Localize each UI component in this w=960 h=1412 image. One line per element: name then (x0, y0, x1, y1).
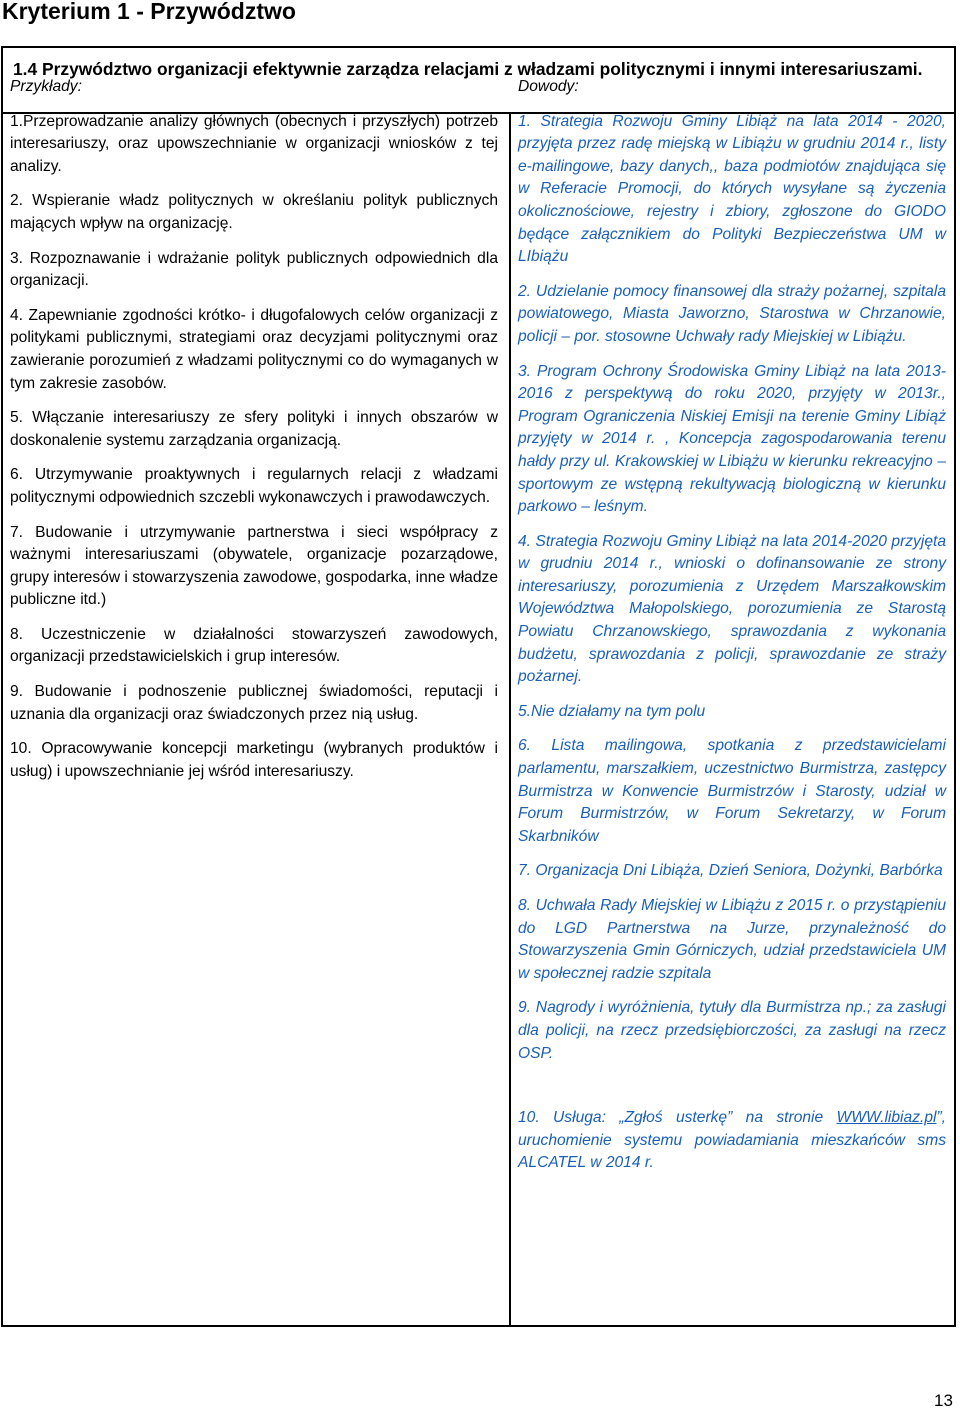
evidence-item: 8. Uchwała Rady Miejskiej w Libiążu z 2015 r. o przystąpieniu do LGD Partnerstwa na Jurze, przynależność do Stowarzyszenia Gmin Górniczych, udział przedstawiciela UM w społecznej radzie szpitala (518, 897, 946, 982)
page-number: 13 (934, 1391, 953, 1410)
evidence-item: 5.Nie działamy na tym polu (518, 702, 706, 720)
subcriterion-title: 1.4 Przywództwo organizacji efektywnie zarządza relacjami z władzami politycznymi i innymi interesariuszami. (3, 48, 954, 114)
example-item: 9. Budowanie i podnoszenie publicznej świadomości, reputacji i uznania dla organizacji oraz świadczonych przez nią usług. (10, 683, 498, 723)
example-item: 3. Rozpoznawanie i wdrażanie polityk publicznych odpowiednich dla organizacji. (10, 249, 498, 290)
page-title: Kryterium 1 - Przywództwo (2, 0, 296, 24)
evidence-heading: Dowody: (518, 78, 579, 95)
example-item: 6. Utrzymywanie proaktywnych i regularnych relacji z władzami politycznymi odpowiednich szczebli wykonawczych i prawodawczych. (10, 466, 498, 506)
example-item: 7. Budowanie i utrzymywanie partnerstwa i sieci współpracy z ważnymi interesariuszami (obywatele, organizacje pozarządowe, grupy interesów i stowarzyszenia zawodowe, gospodarka, inne władze publiczne itd.) (10, 523, 498, 609)
evidence-item: 3. Program Ochrony Środowiska Gminy Libiąż na lata 2013-2016 z perspektywą do roku 2020, przyjęty w 2013r., Program Ograniczenia Niskiej Emisji na terenie Gminy Libiąż przyjęty w 2014 r. , Koncepcja zagospodarowania terenu hałdy przy ul. Krakowskiej w Libiążu w kierunku rekreacyjno – sportowym ze wstępną rekultywacją biologiczną w kierunku parkowo – leśnym. (518, 362, 946, 516)
evidence-item: 2. Udzielanie pomocy finansowej dla straży pożarnej, szpitala powiatowego, Miasta Jaworzno, Starostwa w Chrzanowie, policji – por. stosowne Uchwały rady Miejskiej w Libiążu. (518, 282, 946, 345)
examples-heading: Przykłady: (10, 78, 82, 95)
example-item: 10. Opracowywanie koncepcji marketingu (wybranych produktów i usług) i upowszechnianie jej wśród interesariuszy. (10, 740, 498, 780)
evidence-item: 4. Strategia Rozwoju Gminy Libiąż na lata 2014-2020 przyjęta w grudniu 2014 r., wnioski o dofinansowanie ze strony interesariuszy, porozumienia z Urzędem Marszałkowskim Województwa Małopolskiego, porozumienia ze Starostą Powiatu Chrzanowskiego, sprawozdania z wykonania budżetu, sprawozdania z policji, sprawozdanie ze straży pożarnej. (518, 532, 946, 686)
evidence-item-10-text: 10. Usługa: „Zgłoś usterkę” na stronie (518, 1109, 837, 1127)
example-item: 1.Przeprowadzanie analizy głównych (obecnych i przyszłych) potrzeb interesariuszy, oraz upowszechnianie w organizacji wniosków z tej analizy. (10, 112, 498, 175)
libiaz-website-link[interactable]: WWW.libiaz.pl (836, 1109, 937, 1127)
evidence-column (518, 76, 946, 1187)
evidence-item: 7. Organizacja Dni Libiąża, Dzień Seniora, Dożynki, Barbórka (518, 862, 943, 880)
example-item: 2. Wspieranie władz politycznych w określaniu polityk publicznych mających wpływ na organizację. (10, 192, 498, 232)
example-item: 4. Zapewnianie zgodności krótko- i długofalowych celów organizacji z politykami publicznymi, strategiami oraz decyzjami politycznymi oraz zawieranie porozumień z władzami politycznymi co do wymaganych w tym zakresie zasobów. (10, 306, 498, 392)
evidence-item: 9. Nagrody i wyróżnienia, tytuły dla Burmistrza np.; za zasługi dla policji, na rzecz przedsiębiorczości, za zasługi na rzecz OSP. (518, 999, 946, 1062)
column-divider (509, 114, 511, 1325)
example-item: 8. Uczestniczenie w działalności stowarzyszeń zawodowych, organizacji przedstawicielskich i grup interesów. (10, 625, 498, 666)
evidence-item-10-text: ”, uruchomienie systemu powiadamiania mieszkańców sms ALCATEL w 2014 r. (518, 1109, 946, 1172)
evidence-item: 1. Strategia Rozwoju Gminy Libiąż na lata 2014 - 2020, przyjęta przez radę miejską w Libiążu w grudniu 2014 r., listy e-mailingowe, bazy danych,, baza podmiotów znajdująca się w Referacie Promocji, do których wysyłane są życzenia okolicznościowe, rejestry i zbiory, zgłoszone do GIODO będące załącznikiem do Polityki Bezpieczeństwa UM w LIbiążu (518, 112, 946, 266)
evidence-item: 6. Lista mailingowa, spotkania z przedstawicielami parlamentu, marszałkiem, uczestnictwo Burmistrza, zastępcy Burmistrza w Konwencie Burmistrzów i Starosty, udział w Forum Burmistrzów, w Forum Sekretarzy, w Forum Skarbników (518, 737, 946, 845)
examples-column (10, 76, 498, 795)
evidence-item-10 (518, 1107, 946, 1175)
example-item: 5. Włączanie interesariuszy ze sfery polityki i innych obszarów w doskonalenie systemu zarządzania organizacją. (10, 409, 498, 449)
